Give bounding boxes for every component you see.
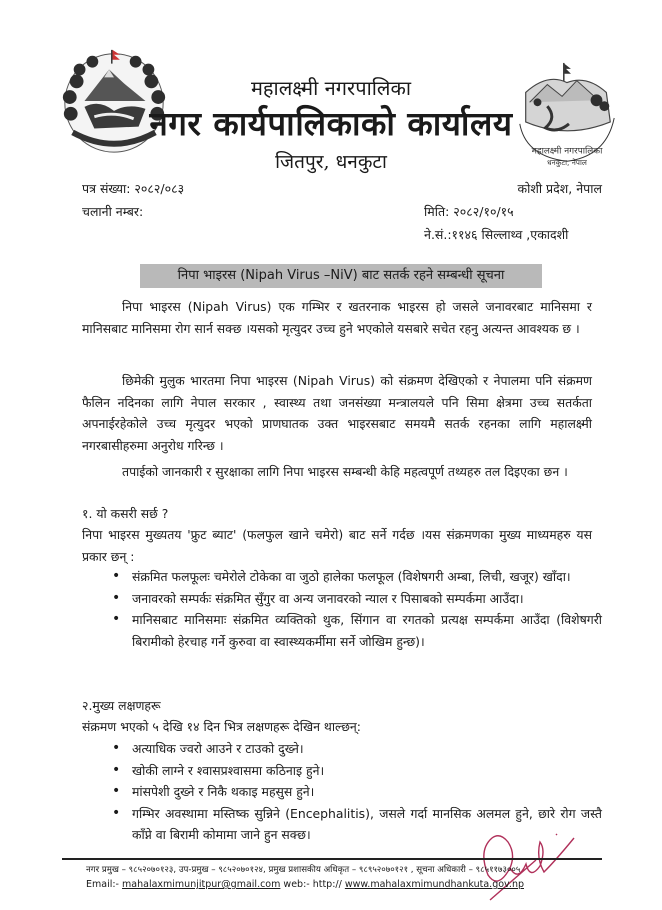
section1-list [62, 566, 602, 652]
list-item: • जनावरको सम्पर्कः संक्रमित सुँगुर वा अन्य जनावरको न्याल र पिसाबको सम्पर्कमा आउँदा। [112, 588, 602, 610]
paragraph-context: छिमेकी मुलुक भारतमा निपा भाइरस (Nipah Virus) को संक्रमण देखिएको र नेपालमा पनि संक्रमण फैलिन नदिनका लागि नेपाल सरकार , स्वास्थ्य तथा जनसंख्या मन्त्रालयले पनि सिमा क्षेत्रमा उच्च सतर्कता अपनाईरहेकोले उच्च मृत्युदर भएको प्राणघातक उक्त भाइरसबाट समयमै सतर्क रहनका लागि महालक्ष्मी नगरबासीहरुमा अनुरोध गरिन्छ । [82, 373, 592, 453]
footer-links [86, 879, 656, 890]
list-item: • मानिसबाट मानिसमाः संक्रमित व्यक्तिको थुक, सिंगान वा रगतको प्रत्यक्ष सम्पर्कमा आउँदा (विशेषगरी बिरामीको हेरचाह गर्ने कुरुवा वा स्वास्थ्यकर्मीमा सर्ने जोखिम हुन्छ)। [112, 609, 602, 652]
section1-heading: १. यो कसरी सर्छ ? [82, 506, 169, 521]
website-link[interactable]: www.mahalaxmimundhankuta.gov.np [344, 879, 524, 890]
list-item: • मांसपेशी दुख्ने र निकै थकाइ महसुस हुने। [112, 781, 602, 803]
paragraph-intro: निपा भाइरस (Nipah Virus) एक गम्भिर र खतरनाक भाइरस हो जसले जनावरबाट मानिसमा र मानिसबाट मानिसमा रोग सार्न सक्छ ।यसको मृत्युदर उच्च हुने भएकोले यसबारे सचेत रहनु अत्यन्त आवश्यक छ । [82, 299, 592, 336]
notice-title: निपा भाइरस (Nipah Virus –NiV) बाट सतर्क रहने सम्बन्धी सूचना [140, 264, 542, 288]
email-link[interactable]: mahalaxmimunjitpur@gmail.com [122, 879, 281, 890]
dispatch-number: चलानी नम्बर: [82, 204, 144, 219]
list-item: • संक्रमित फलफूलः चमेरोले टोकेका वा जुठो हालेका फलफूल (विशेषगरी अम्बा, लिची, खजूर) खाँदा। [112, 566, 602, 588]
letter-number: पत्र संख्या: २०८२/०८३ [82, 181, 185, 196]
office-location: जितपुर, धनकुटा [275, 151, 387, 173]
email-label: Email:- [86, 879, 119, 890]
province: कोशी प्रदेश, नेपाल [517, 181, 602, 196]
footer-contacts: नगर प्रमुख – ९८५२०७०१२३, उप-प्रमुख – ९८५२०७०१२४, प्रमुख प्रशासकीय अधिकृत – ९८९५२०७०१२१ , सूचना अधिकारी – ९८५११७३००५ [86, 865, 521, 875]
paragraph-facts-intro: तपाईको जानकारी र सुरक्षाका लागि निपा भाइरस सम्बन्धी केहि महत्वपूर्ण तथ्यहरु तल दिइएका छन । [122, 464, 568, 479]
nepal-sambat-date: ने.सं.:११४६ सिल्लाथ्व ,एकादशी [424, 227, 569, 242]
section2-intro: संक्रमण भएको ५ देखि १४ दिन भित्र लक्षणहरू देखिन थाल्छन्: [82, 719, 361, 734]
list-item: • अत्याधिक ज्वरो आउने र टाउको दुख्ने। [112, 738, 602, 760]
footer-divider [62, 858, 602, 860]
web-label: web:- http:// [283, 879, 342, 890]
list-item: • खोकी लाग्ने र श्वासप्रश्वासमा कठिनाइ हुने। [112, 760, 602, 782]
office-name: नगर कार्यपालिकाको कार्यालय [149, 104, 513, 143]
section2-heading: २.मुख्य लक्षणहरू [82, 698, 161, 713]
list-item: • गम्भिर अवस्थामा मस्तिष्क सुन्निने (Encephalitis), जसले गर्दा मानसिक अलमल हुने, छारे रोग जस्तै काँप्ने वा बिरामी कोमामा जाने हुन सक्छ। [112, 803, 602, 846]
section1-intro: निपा भाइरस मुख्यतय 'फ्रुट ब्याट' (फलफुल खाने चमेरो) बाट सर्ने गर्दछ ।यस संक्रमणका मुख्य माध्यमहरु यस प्रकार छन् : [82, 527, 592, 564]
municipality-logo-subtext: धनकुटा, नेपाल [547, 158, 587, 168]
municipality-logo-text: महालक्ष्मी नगरपालिका [531, 146, 603, 157]
letter-date: मिति: २०८२/१०/१५ [424, 204, 514, 219]
municipality-name: महालक्ष्मी नगरपालिका [250, 76, 412, 100]
